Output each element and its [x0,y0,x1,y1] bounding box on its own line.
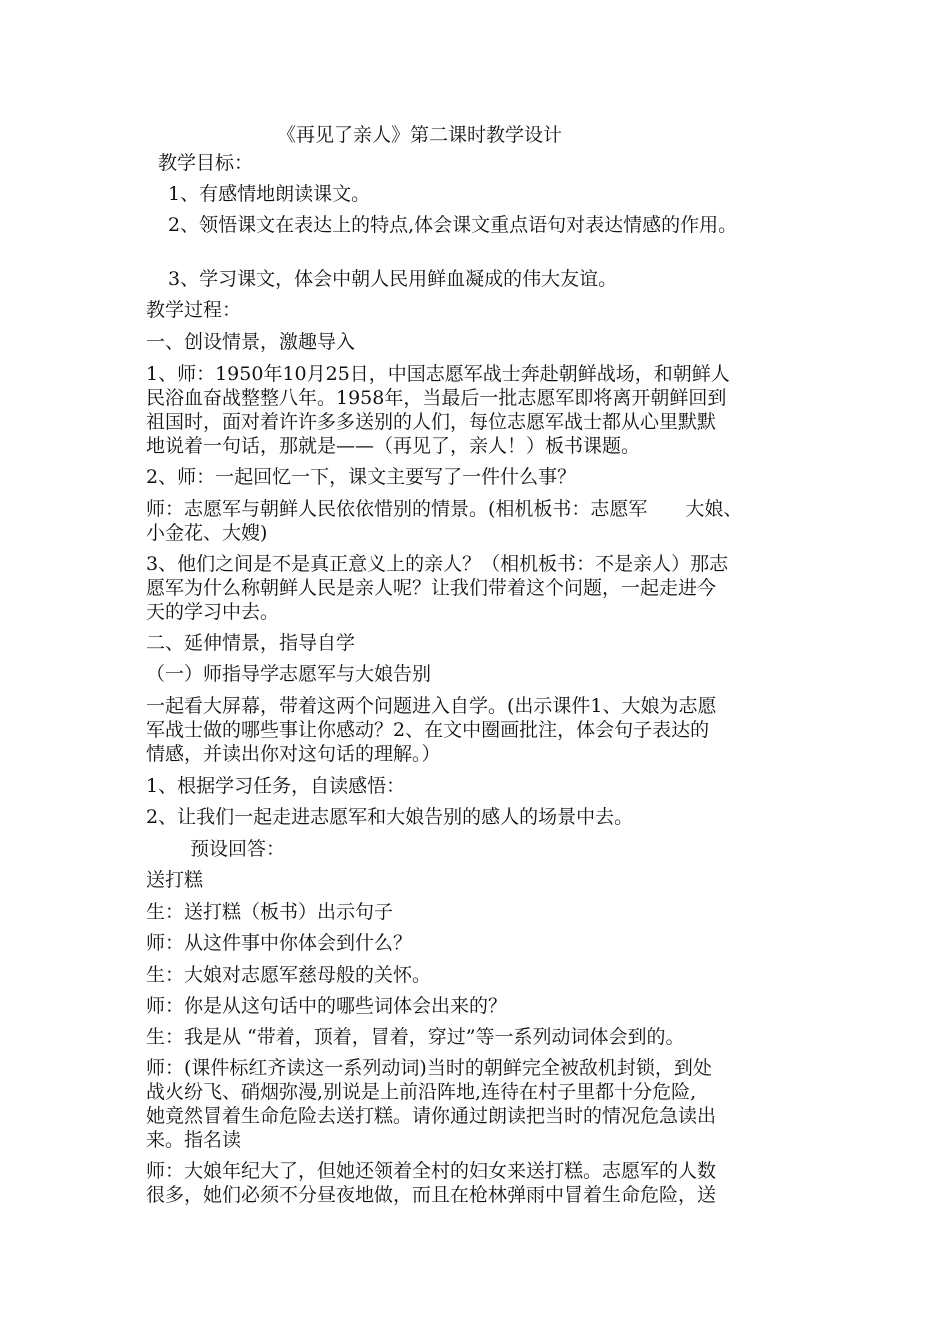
dialogue-line: 生：送打糕（板书）出示句子 [146,901,394,923]
paragraph-line: 愿军为什么称朝鲜人民是亲人呢？让我们带着这个问题，一起走进今 [146,577,717,599]
paragraph-line: 民浴血奋战整整八年。1958年，当最后一批志愿军即将离开朝鲜回到 [146,387,727,409]
dialogue-line: 生：大娘对志愿军慈母般的关怀。 [146,964,432,986]
section-heading-objectives: 教学目标： [158,152,254,174]
document-title: 《再见了亲人》第二课时教学设计 [277,124,563,146]
paragraph-line: 师：志愿军与朝鲜人民依依惜别的情景。(相机板书：志愿军 大娘、 [146,498,743,520]
paragraph-line: 小金花、大嫂) [146,522,268,544]
section-heading: 二、延伸情景，指导自学 [146,632,356,654]
dialogue-line: 师：大娘年纪大了，但她还领着全村的妇女来送打糕。志愿军的人数 [146,1160,717,1182]
paragraph-line: 预设回答： [190,838,286,860]
paragraph-line: 1、师：1950年10月25日，中国志愿军战士奔赴朝鲜战场，和朝鲜人 [146,363,730,385]
paragraph-line: 天的学习中去。 [146,601,280,623]
paragraph-line: 情感，并读出你对这句话的理解。） [146,743,441,765]
dialogue-line: 她竟然冒着生命危险去送打糕。请你通过朗读把当时的情况危急读出 [146,1105,717,1127]
dialogue-line: 很多，她们必须不分昼夜地做，而且在枪林弹雨中冒着生命危险，送 [146,1184,717,1206]
paragraph-line: 祖国时，面对着许许多多送别的人们，每位志愿军战士都从心里默默 [146,411,717,433]
dialogue-line: 生：我是从 “带着，顶着，冒着，穿过”等一系列动词体会到的。 [146,1026,685,1048]
dialogue-line: 来。指名读 [146,1129,242,1151]
paragraph-line: 送打糕 [146,869,204,891]
dialogue-line: 师：从这件事中你体会到什么？ [146,932,413,954]
paragraph-line: 2、师：一起回忆一下，课文主要写了一件什么事？ [146,466,577,488]
section-heading: 一、创设情景，激趣导入 [146,331,356,353]
objective-item: 1、有感情地朗读课文。 [168,183,371,205]
paragraph-line: 地说着一句话，那就是——（再见了，亲人！）板书课题。 [146,435,641,457]
objective-item: 3、学习课文，体会中朝人民用鲜血凝成的伟大友谊。 [168,268,618,290]
paragraph-line: 3、他们之间是不是真正意义上的亲人？（相机板书：不是亲人）那志 [146,553,729,575]
dialogue-line: 师：你是从这句话中的哪些词体会出来的？ [146,995,508,1017]
section-heading-process: 教学过程： [146,299,242,321]
subsection-heading: （一）师指导学志愿军与大娘告别 [146,663,432,685]
paragraph-line: 2、让我们一起走进志愿军和大娘告别的感人的场景中去。 [146,806,634,828]
dialogue-line: 师：(课件标红齐读这一系列动词)当时的朝鲜完全被敌机封锁，到处 [146,1057,712,1079]
dialogue-line: 战火纷飞、硝烟弥漫,别说是上前沿阵地,连待在村子里都十分危险, [146,1081,697,1103]
objective-item: 2、领悟课文在表达上的特点,体会课文重点语句对表达情感的作用。 [168,214,738,236]
paragraph-line: 一起看大屏幕，带着这两个问题进入自学。(出示课件1、大娘为志愿 [146,695,717,717]
paragraph-line: 军战士做的哪些事让你感动？2、在文中圈画批注，体会句子表达的 [146,719,710,741]
paragraph-line: 1、根据学习任务，自读感悟： [146,775,406,797]
